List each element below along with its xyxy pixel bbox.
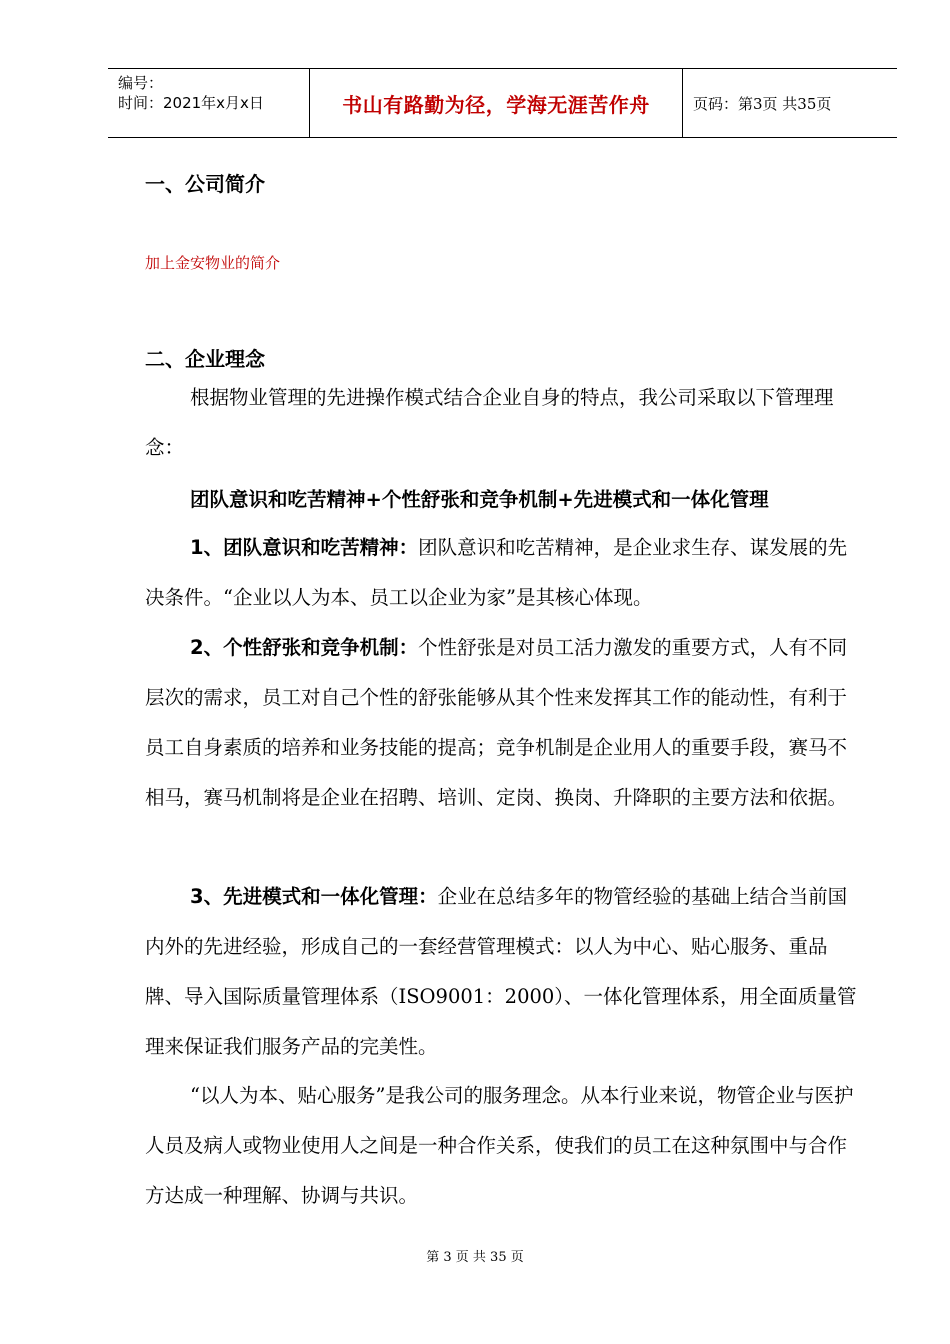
paragraph-heading: 2、个性舒张和竞争机制： (190, 636, 419, 659)
paragraph-service-philosophy: “以人为本、贴心服务”是我公司的服务理念。从本行业来说，物管企业与医护人员及病人或物业使用人之间是一种合作关系，使我们的员工在这种氛围中与合作方达成一种理解、协调与共识。 (145, 1084, 854, 1207)
paragraph-integrated-management (145, 872, 865, 1072)
header-meta (108, 69, 309, 137)
page-footer: 第 3 页 共 35 页 (426, 1250, 524, 1265)
paragraph-heading: 1、团队意识和吃苦精神： (190, 536, 419, 559)
header-motto: 书山有路勤为径，学海无涯苦作舟 (342, 92, 650, 117)
philosophy-formula: 团队意识和吃苦精神+个性舒张和竞争机制+先进模式和一体化管理 (190, 488, 769, 511)
header-divider (682, 69, 683, 137)
editor-note: 加上金安物业的简介 (145, 254, 281, 272)
section-title-philosophy: 二、企业理念 (145, 347, 265, 371)
header-page-info: 页码：第3页 共35页 (693, 95, 832, 113)
paragraph-body: 企业在总结多年的物管经验的基础上结合当前国内外的先进经验，形成自己的一套经营管理模式：以人为中心、贴心服务、重品牌、导入国际质量管理体系（ISO9001：2000）、一体化管理体系，用全面质量管理来保证我们服务产品的完美性。 (145, 885, 857, 1058)
paragraph-heading: 3、先进模式和一体化管理： (190, 885, 438, 908)
section-title-company-intro: 一、公司简介 (145, 172, 265, 196)
paragraph-competition (145, 623, 865, 823)
document-date: 时间：2021年x月x日 (118, 94, 264, 112)
paragraph-body: 团队意识和吃苦精神，是企业求生存、谋发展的先决条件。“企业以人为本、员工以企业为家”是其核心体现。 (145, 536, 848, 609)
paragraph-body: 个性舒张是对员工活力激发的重要方式，人有不同层次的需求，员工对自己个性的舒张能够从其个性来发挥其工作的能动性，有利于员工自身素质的培养和业务技能的提高；竞争机制是企业用人的重要手段，赛马不相马，赛马机制将是企业在招聘、培训、定岗、换岗、升降职的主要方法和依据。 (145, 636, 848, 809)
paragraph-teamwork (145, 523, 865, 623)
document-header (108, 68, 897, 138)
document-number-label: 编号： (118, 74, 164, 92)
paragraph-intro: 根据物业管理的先进操作模式结合企业自身的特点，我公司采取以下管理理念： (145, 386, 834, 459)
